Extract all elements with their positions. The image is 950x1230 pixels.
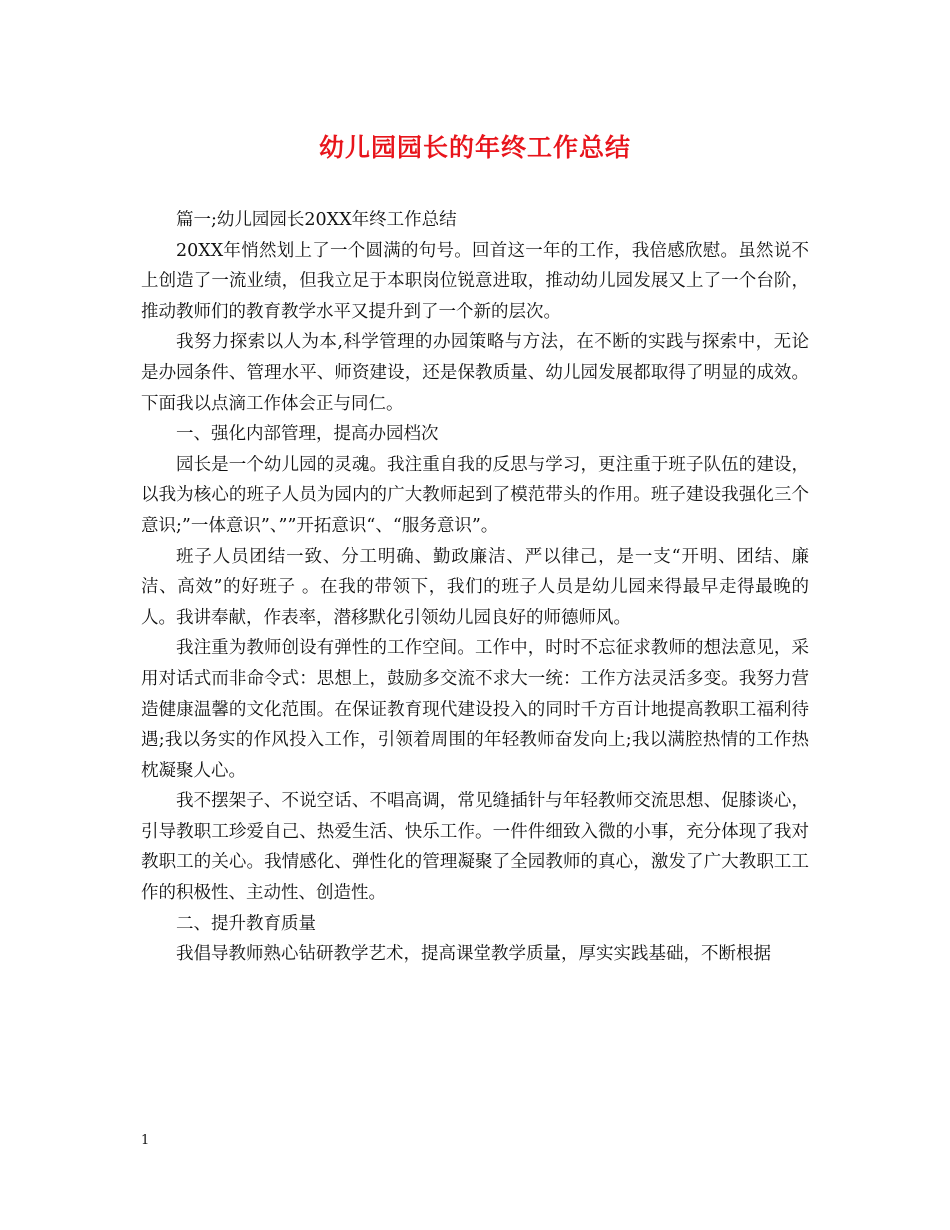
paragraph: 20XX年悄然划上了一个圆满的句号。回首这一年的工作，我倍感欣慰。虽然说不上创造了一流业绩，但我立足于本职岗位锐意进取，推动幼儿园发展又上了一个台阶，推动教师们的教育教学水平又提升到了一个新的层次。 — [141, 240, 809, 322]
paragraph: 班子人员团结一致、分工明确、勤政廉洁、严以律己，是一支“开明、团结、廉洁、高效”的好班子 。在我的带领下，我们的班子人员是幼儿园来得最早走得最晚的人。我讲奉献，作表率，潜移默化引领幼儿园良好的师德师风。 — [141, 546, 809, 628]
section-heading: 二、提升教育质量 — [176, 913, 316, 934]
page-number: 1 — [141, 1133, 150, 1148]
paragraph: 我不摆架子、不说空话、不唱高调，常见缝插针与年轻教师交流思想、促膝谈心，引导教职工珍爱自己、热爱生活、快乐工作。一件件细致入微的小事，充分体现了我对教职工的关心。我情感化、弹性化的管理凝聚了全园教师的真心，激发了广大教职工工作的积极性、主动性、创造性。 — [141, 791, 809, 904]
section-heading: 一、强化内部管理，提高办园档次 — [176, 424, 439, 445]
paragraph: 园长是一个幼儿园的灵魂。我注重自我的反思与学习，更注重于班子队伍的建设，以我为核心的班子人员为园内的广大教师起到了模范带头的作用。班子建设我强化三个意识;”一体意识”、””开拓意识“、“服务意识”。 — [141, 454, 809, 536]
paragraph: 我倡导教师熟心钻研教学艺术，提高课堂教学质量，厚实实践基础，不断根据 — [176, 944, 771, 965]
section-heading-part-one: 篇一;幼儿园园长20XX年终工作总结 — [176, 210, 457, 230]
paragraph: 我努力探索以人为本,科学管理的办园策略与方法，在不断的实践与探索中，无论是办园条件、管理水平、师资建设，还是保教质量、幼儿园发展都取得了明显的成效。下面我以点滴工作体会正与同仁。 — [141, 332, 809, 414]
document-title: 幼儿园园长的年终工作总结 — [318, 133, 631, 162]
paragraph: 我注重为教师创设有弹性的工作空间。工作中，时时不忘征求教师的想法意见，采用对话式而非命令式：思想上，鼓励多交流不求大一统：工作方法灵活多变。我努力营造健康温馨的文化范围。在保证教育现代建设投入的同时千方百计地提高教职工福利待遇;我以务实的作风投入工作，引领着周围的年轻教师奋发向上;我以满腔热情的工作热枕凝聚人心。 — [141, 638, 809, 781]
document-body — [141, 205, 809, 970]
